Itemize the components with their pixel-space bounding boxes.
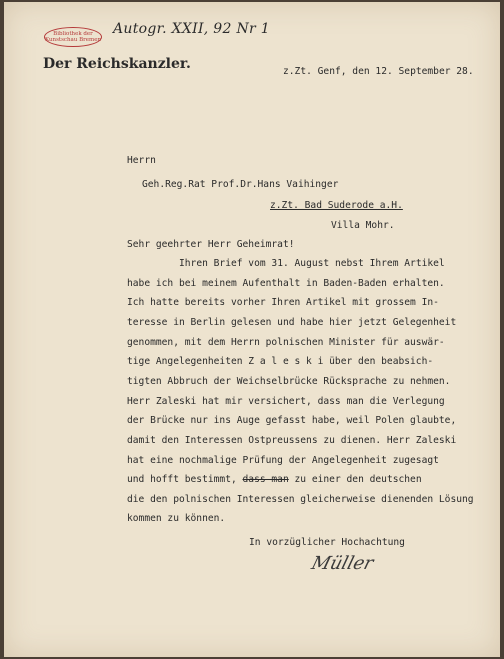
body-line-start: und hofft bestimmt, xyxy=(127,474,237,485)
archive-annotation: Autogr. XXII, 92 Nr 1 xyxy=(113,21,270,37)
body-line: Herr Zaleski hat mir versichert, dass man die Verlegung xyxy=(127,396,445,407)
body-line: die den polnischen Interessen gleicherweise dienenden Lösung xyxy=(127,494,474,505)
body-line: habe ich bei meinem Aufenthalt in Baden-Baden erhalten. xyxy=(127,278,445,289)
body-line: Ihren Brief vom 31. August nebst Ihrem Artikel xyxy=(179,258,445,269)
body-line: tige Angelegenheiten Z a l e s k i über den beabsich- xyxy=(127,356,434,367)
signature: Müller xyxy=(309,553,376,574)
library-stamp xyxy=(44,27,102,47)
struck-text: dass man xyxy=(242,474,289,485)
letterhead: Der Reichskanzler. xyxy=(43,56,191,72)
body-line: genommen, mit dem Herrn polnischen Minister für auswär- xyxy=(127,337,445,348)
body-line: hat eine nochmalige Prüfung der Angelegenheit zugesagt xyxy=(127,455,439,466)
body-line: tigten Abbruch der Weichselbrücke Rücksprache zu nehmen. xyxy=(127,376,451,387)
closing: In vorzüglicher Hochachtung xyxy=(249,537,405,548)
recipient-address: Villa Mohr. xyxy=(331,220,395,231)
dateline: z.Zt. Genf, den 12. September 28. xyxy=(283,66,474,77)
stamp-line-1: Bibliothek der xyxy=(53,31,93,37)
greeting: Sehr geehrter Herr Geheimrat! xyxy=(127,239,295,250)
body-line: der Brücke nur ins Auge gefasst habe, weil Polen glaubte, xyxy=(127,415,457,426)
stamp-line-2: Kunstschau Bremen xyxy=(45,37,102,43)
body-line-with-strike xyxy=(127,474,422,485)
body-line: kommen zu können. xyxy=(127,513,226,524)
recipient-location: z.Zt. Bad Suderode a.H. xyxy=(270,200,403,211)
body-line: teresse in Berlin gelesen und habe hier jetzt Gelegenheit xyxy=(127,317,457,328)
recipient-herrn: Herrn xyxy=(127,155,156,166)
body-line: Ich hatte bereits vorher Ihren Artikel mit grossem In- xyxy=(127,297,439,308)
letter-page xyxy=(4,2,500,657)
recipient-name: Geh.Reg.Rat Prof.Dr.Hans Vaihinger xyxy=(142,179,339,190)
body-line-end: zu einer den deutschen xyxy=(294,474,422,485)
body-line: damit den Interessen Ostpreussens zu dienen. Herr Zaleski xyxy=(127,435,457,446)
